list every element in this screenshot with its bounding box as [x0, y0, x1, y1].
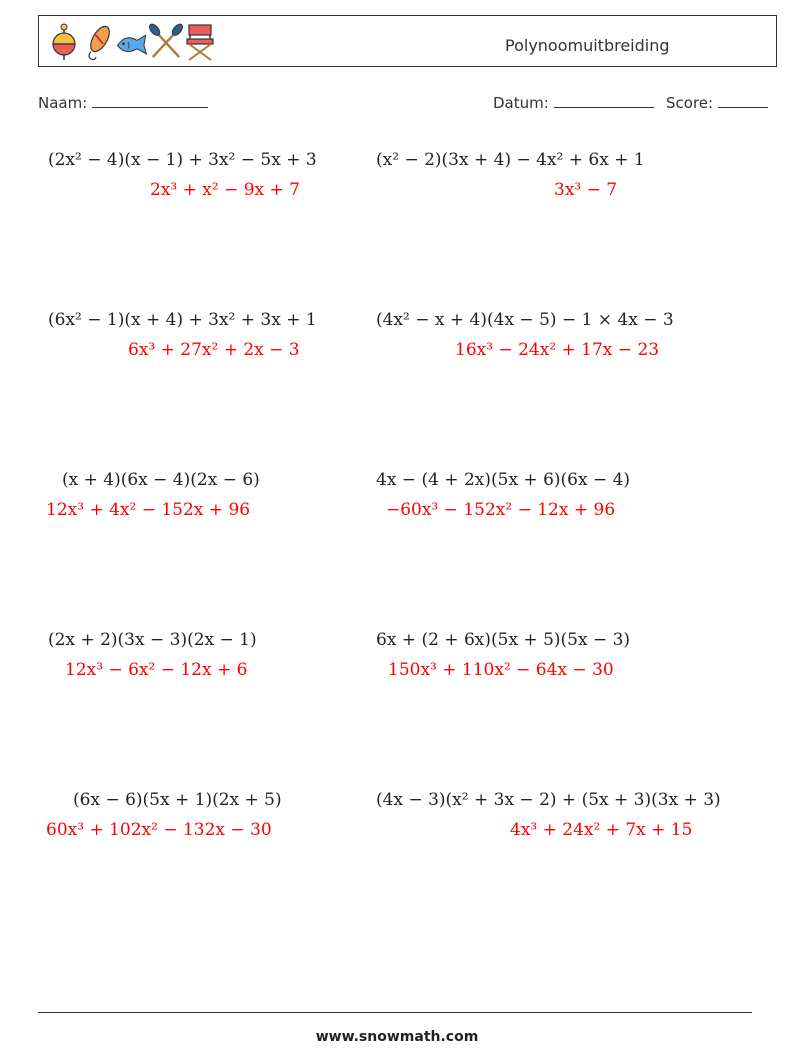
problem-7-question: (2x + 2)(3x − 3)(2x − 1) — [48, 630, 257, 650]
fishing-lure-icon — [81, 20, 115, 64]
header-icons — [47, 20, 217, 64]
name-blank[interactable] — [92, 93, 208, 108]
score-label: Score: — [666, 94, 714, 112]
problem-10-question: (4x − 3)(x² + 3x − 2) + (5x + 3)(3x + 3) — [376, 790, 721, 810]
crossed-oars-icon — [149, 20, 183, 64]
problem-9-answer: 60x³ + 102x² − 132x − 30 — [46, 820, 272, 840]
name-label: Naam: — [38, 94, 88, 112]
problem-9-question: (6x − 6)(5x + 1)(2x + 5) — [73, 790, 282, 810]
problem-1-answer: 2x³ + x² − 9x + 7 — [150, 180, 300, 200]
worksheet-title: Polynoomuitbreiding — [505, 36, 670, 55]
problem-3-answer: 6x³ + 27x² + 2x − 3 — [128, 340, 300, 360]
problem-1-question: (2x² − 4)(x − 1) + 3x² − 5x + 3 — [48, 150, 317, 170]
fishing-float-icon — [47, 20, 81, 64]
problem-2-answer: 3x³ − 7 — [554, 180, 618, 200]
fish-icon — [115, 20, 149, 64]
problem-5-answer: 12x³ + 4x² − 152x + 96 — [46, 500, 251, 520]
problem-4-question: (4x² − x + 4)(4x − 5) − 1 × 4x − 3 — [376, 310, 674, 330]
camping-chair-icon — [183, 20, 217, 64]
problem-8-question: 6x + (2 + 6x)(5x + 5)(5x − 3) — [376, 630, 631, 650]
problem-10-answer: 4x³ + 24x² + 7x + 15 — [510, 820, 693, 840]
name-field — [38, 93, 208, 112]
date-label: Datum: — [493, 94, 549, 112]
score-blank[interactable] — [718, 93, 768, 108]
score-field — [666, 93, 768, 112]
worksheet-header — [38, 15, 777, 67]
problem-7-answer: 12x³ − 6x² − 12x + 6 — [65, 660, 248, 680]
problem-5-question: (x + 4)(6x − 4)(2x − 6) — [62, 470, 260, 490]
footer-url[interactable]: www.snowmath.com — [315, 1029, 479, 1045]
date-field — [493, 93, 654, 112]
problem-4-answer: 16x³ − 24x² + 17x − 23 — [455, 340, 660, 360]
date-blank[interactable] — [554, 93, 654, 108]
problem-6-answer: −60x³ − 152x² − 12x + 96 — [386, 500, 616, 520]
problem-8-answer: 150x³ + 110x² − 64x − 30 — [388, 660, 614, 680]
problem-6-question: 4x − (4 + 2x)(5x + 6)(6x − 4) — [376, 470, 631, 490]
footer-divider — [38, 1012, 752, 1013]
problem-2-question: (x² − 2)(3x + 4) − 4x² + 6x + 1 — [376, 150, 645, 170]
problem-3-question: (6x² − 1)(x + 4) + 3x² + 3x + 1 — [48, 310, 317, 330]
